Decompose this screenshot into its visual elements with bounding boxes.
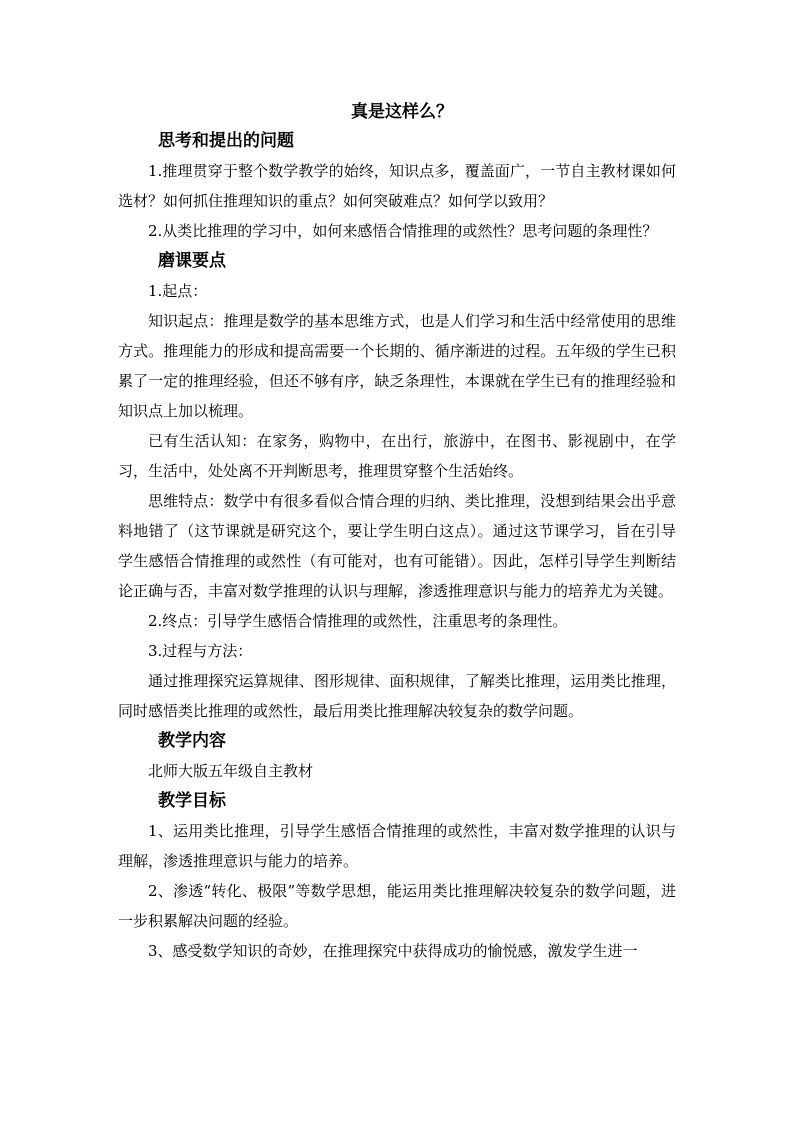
paragraph: 2.从类比推理的学习中，如何来感悟合情推理的或然性？思考问题的条理性？ xyxy=(148,222,658,240)
section-heading-key-points: 磨课要点 xyxy=(158,251,226,271)
paragraph: 已有生活认知：在家务，购物中，在出行，旅游中，在图书、影视剧中，在学习，生活中，处处离不开判断思考，推理贯穿整个生活始终。 xyxy=(118,432,676,480)
paragraph: 1.推理贯穿于整个数学教学的始终，知识点多，覆盖面广，一节自主教材课如何选材？如何抓住推理知识的重点？如何突破难点？如何学以致用？ xyxy=(118,162,676,210)
paragraph: 3、感受数学知识的奇妙，在推理探究中获得成功的愉悦感，激发学生进一 xyxy=(148,942,638,960)
paragraph: 通过推理探究运算规律、图形规律、面积规律，了解类比推理，运用类比推理，同时感悟类比推理的或然性，最后用类比推理解决较复杂的数学问题。 xyxy=(118,672,676,720)
section-heading-content: 教学内容 xyxy=(158,731,226,751)
paragraph: 思维特点：数学中有很多看似合情合理的归纳、类比推理，没想到结果会出乎意料地错了（这节课就是研究这个，要让学生明白这点）。通过这节课学习，旨在引导学生感悟合情推理的或然性（有可能对，也有可能错）。因此，怎样引导学生判断结论正确与否，丰富对数学推理的认识与理解，渗透推理意识与能力的培养尤为关键。 xyxy=(118,492,676,600)
page-title: 真是这样么？ xyxy=(351,102,453,122)
paragraph: 1、运用类比推理，引导学生感悟合情推理的或然性，丰富对数学推理的认识与理解，渗透推理意识与能力的培养。 xyxy=(118,822,676,870)
paragraph: 3.过程与方法： xyxy=(148,642,253,660)
paragraph: 北师大版五年级自主教材 xyxy=(148,762,314,780)
document-page xyxy=(118,98,676,966)
paragraph: 知识起点：推理是数学的基本思维方式，也是人们学习和生活中经常使用的思维方式。推理能力的形成和提高需要一个长期的、循序渐进的过程。五年级的学生已积累了一定的推理经验，但还不够有序，缺乏条理性，本课就在学生已有的推理经验和知识点上加以梳理。 xyxy=(118,312,676,420)
paragraph: 2、渗透“转化、极限”等数学思想，能运用类比推理解决较复杂的数学问题，进一步积累解决问题的经验。 xyxy=(118,882,676,930)
paragraph: 2.终点：引导学生感悟合情推理的或然性，注重思考的条理性。 xyxy=(148,612,568,630)
paragraph: 1.起点： xyxy=(148,282,208,300)
section-heading-questions: 思考和提出的问题 xyxy=(158,131,294,151)
section-heading-goals: 教学目标 xyxy=(158,791,226,811)
